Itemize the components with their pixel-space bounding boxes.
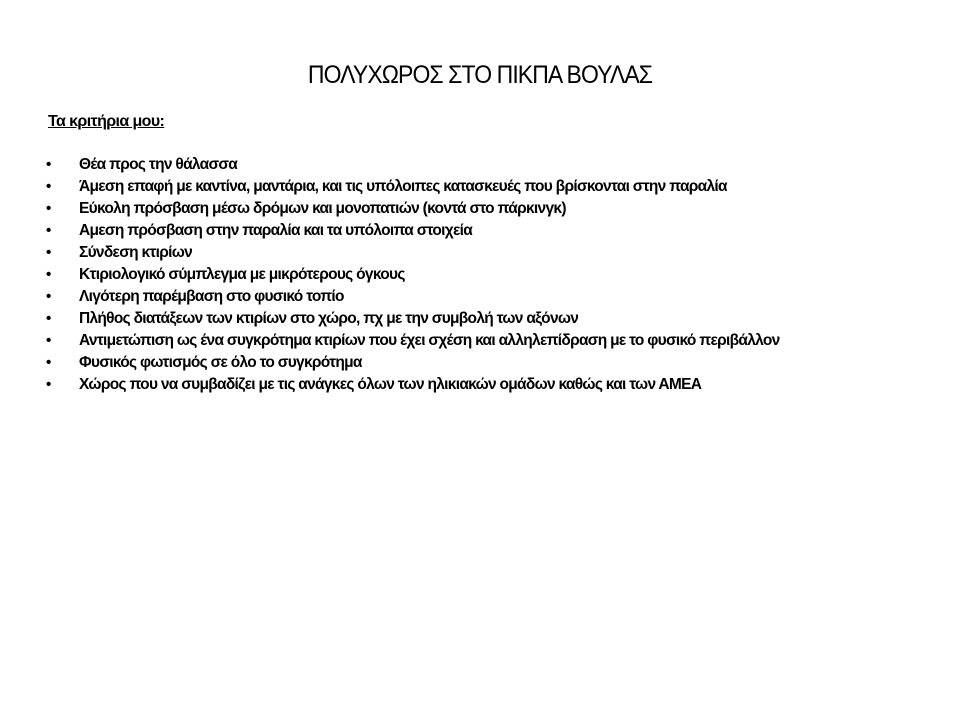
list-item — [44, 154, 924, 176]
list-item-text: Λιγότερη παρέμβαση στο φυσικό τοπίο — [79, 288, 344, 305]
list-item — [44, 264, 924, 286]
list-item — [44, 176, 924, 198]
list-item-text: Άμεση επαφή με καντίνα, μαντάρια, και τις υπόλοιπες κατασκευές που βρίσκονται στην παραλία — [79, 178, 727, 195]
list-item — [44, 330, 924, 352]
bullet-icon: • — [46, 354, 51, 371]
list-item — [44, 308, 924, 330]
list-item — [44, 198, 924, 220]
bullet-icon: • — [46, 332, 51, 349]
list-item — [44, 352, 924, 374]
list-item — [44, 374, 924, 396]
list-item — [44, 220, 924, 242]
list-item — [44, 286, 924, 308]
list-item-text: Χώρος που να συμβαδίζει με τις ανάγκες όλων των ηλικιακών ομάδων καθώς και των ΑΜΕΑ — [79, 376, 702, 393]
bullet-icon: • — [46, 156, 51, 173]
bullet-icon: • — [46, 244, 51, 261]
bullet-icon: • — [46, 222, 51, 239]
list-item-text: Σύνδεση κτιρίων — [79, 244, 193, 261]
list-item-text: Φυσικός φωτισμός σε όλο το συγκρότημα — [79, 354, 362, 371]
slide-title: ΠΟΛΥΧΩΡΟΣ ΣΤΟ ΠΙΚΠΑ ΒΟΥΛΑΣ — [307, 61, 653, 89]
list-item-text: Εύκολη πρόσβαση μέσω δρόμων και μονοπατιών (κοντά στο πάρκινγκ) — [79, 200, 566, 217]
list-item — [44, 242, 924, 264]
list-item-text: Αντιμετώπιση ως ένα συγκρότημα κτιρίων που έχει σχέση και αλληλεπίδραση με το φυσικό περιβάλλον — [79, 332, 780, 349]
bullet-icon: • — [46, 200, 51, 217]
list-item-text: Αμεση πρόσβαση στην παραλία και τα υπόλοιπα στοιχεία — [79, 222, 473, 239]
list-item-text: Θέα προς την θάλασσα — [79, 156, 238, 173]
bullet-icon: • — [46, 376, 51, 393]
list-item-text: Πλήθος διατάξεων των κτιρίων στο χώρο, πχ με την συμβολή των αξόνων — [79, 310, 579, 327]
bullet-icon: • — [46, 266, 51, 283]
bullet-icon: • — [46, 288, 51, 305]
bullet-icon: • — [46, 178, 51, 195]
list-item-text: Κτιριολογικό σύμπλεγμα με μικρότερους όγκους — [79, 266, 405, 283]
bullet-icon: • — [46, 310, 51, 327]
criteria-heading: Τα κριτήρια μου: — [48, 113, 165, 130]
criteria-list — [44, 154, 924, 396]
